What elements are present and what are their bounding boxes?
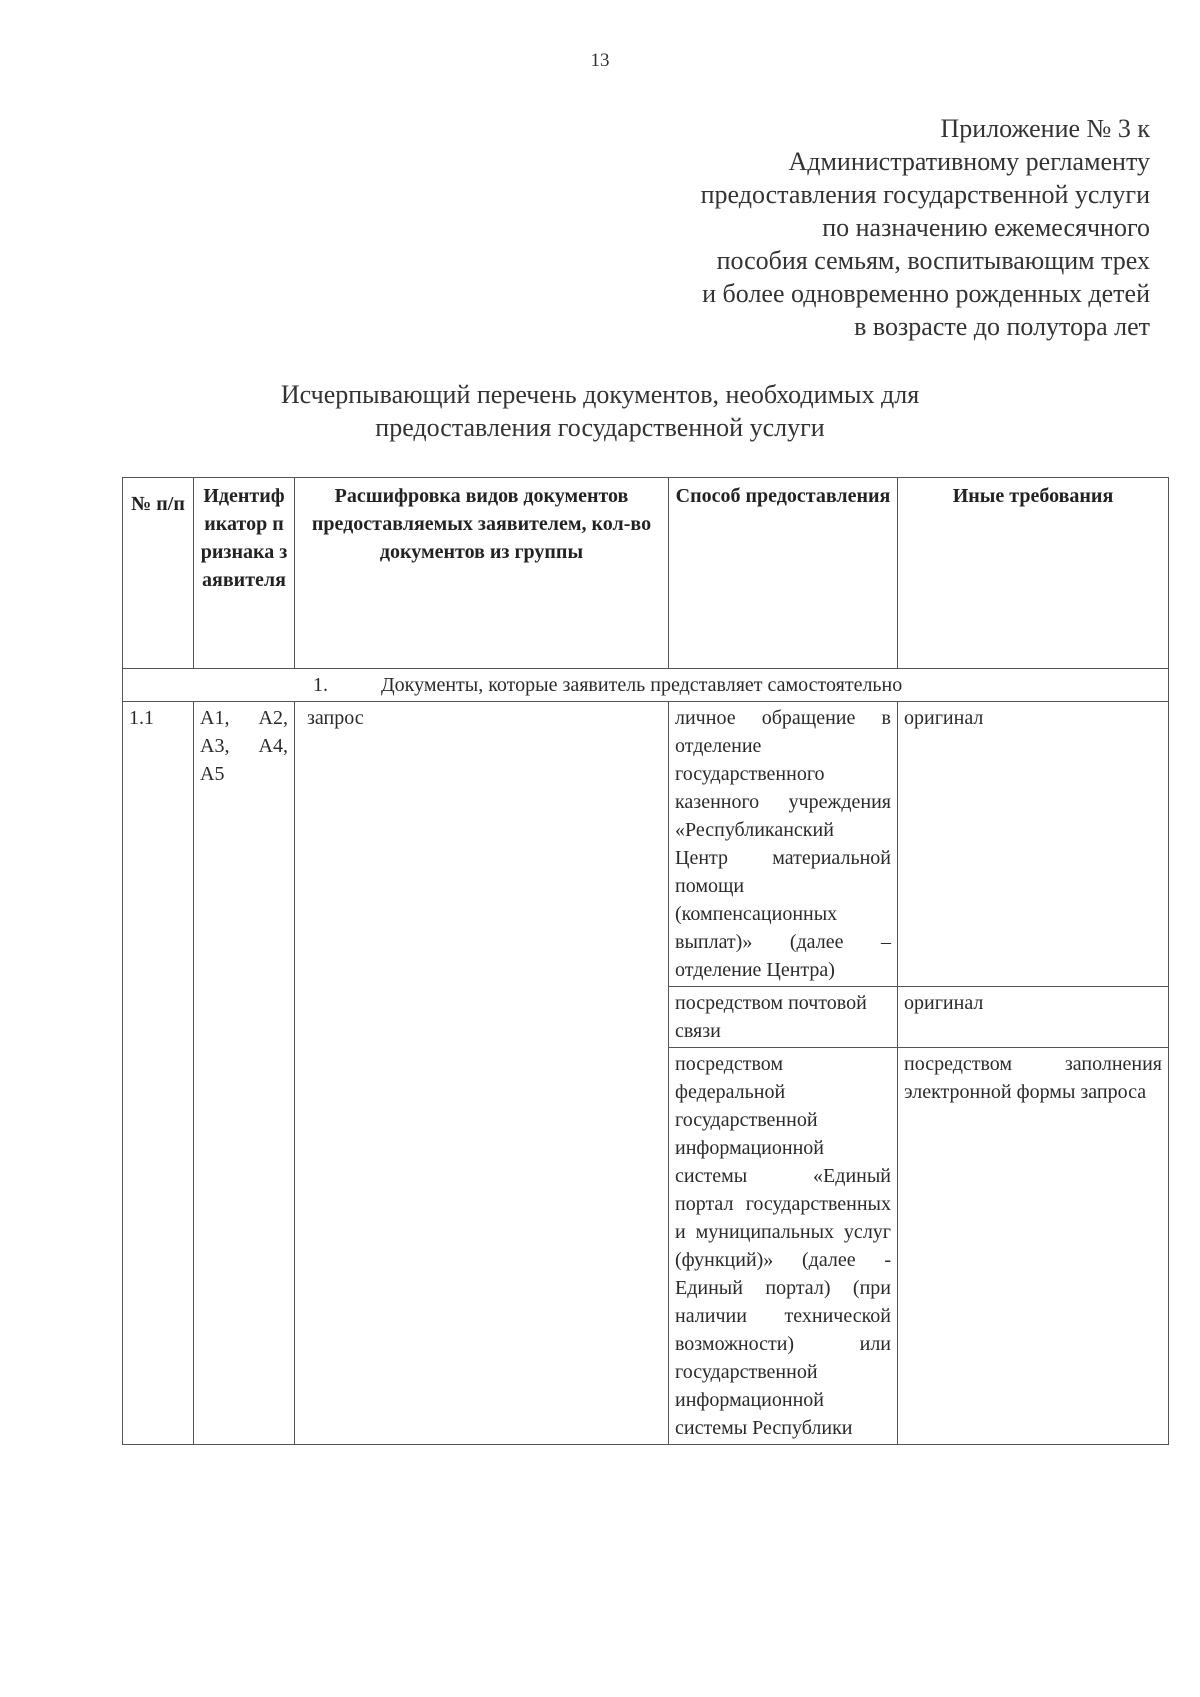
requirement-original: оригинал <box>898 702 1169 987</box>
method-post: посредством почтовой связи <box>669 987 898 1048</box>
header-identifier: Идентификатор признака заявителя <box>194 478 295 669</box>
title-line: предоставления государственной услуги <box>375 413 825 442</box>
header-method: Способ предоставления <box>669 478 898 669</box>
appendix-line: и более одновременно рожденных детей <box>702 279 1150 308</box>
appendix-line: предоставления государственной услуги <box>700 180 1150 209</box>
table-header-row <box>123 478 1169 669</box>
row-description: запрос <box>295 702 669 1445</box>
title-line: Исчерпывающий перечень документов, необходимых для <box>280 380 920 409</box>
documents-table <box>122 477 1169 1445</box>
table-row <box>123 702 1169 987</box>
requirement-original: оригинал <box>898 987 1169 1048</box>
header-description: Расшифровка видов документов предоставляемых заявителем, кол-во документов из группы <box>295 478 669 669</box>
page-number: 13 <box>590 50 610 71</box>
appendix-line: Приложение № 3 к <box>940 114 1150 143</box>
method-in-person: личное обращение в отделение государственного казенного учреждения «Республиканский Центр материальной помощи (компенсационных выплат)» (далее – отделение Центра) <box>669 702 898 987</box>
header-requirements: Иные требования <box>898 478 1169 669</box>
method-portal: посредством федеральной государственной информационной системы «Единый портал государственных и муниципальных услуг (функций)» (далее - Единый портал) (при наличии технической возможности) или государственной информационной системы Республики <box>669 1048 898 1445</box>
row-identifier: А1, А2, А3, А4, А5 <box>194 702 295 1445</box>
requirement-electronic-form: посредством заполнения электронной формы запроса <box>898 1048 1169 1445</box>
row-number: 1.1 <box>123 702 194 1445</box>
section-row <box>123 669 1169 702</box>
appendix-line: в возрасте до полутора лет <box>854 312 1150 341</box>
appendix-line: Административному регламенту <box>788 147 1150 176</box>
appendix-line: пособия семьям, воспитывающим трех <box>716 246 1150 275</box>
section-label: Документы, которые заявитель представляет самостоятельно <box>381 674 903 696</box>
document-title <box>0 378 1200 444</box>
header-number: № п/п <box>123 478 194 669</box>
appendix-header <box>550 112 1150 343</box>
section-number: 1. <box>313 674 328 696</box>
appendix-line: по назначению ежемесячного <box>822 213 1150 242</box>
